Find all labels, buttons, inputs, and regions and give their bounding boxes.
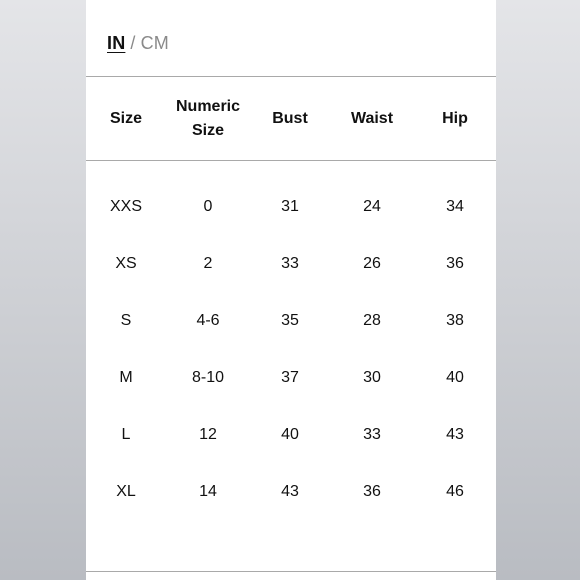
- cell-bust: 43: [281, 482, 299, 500]
- table-header: [86, 77, 496, 160]
- unit-cm-option[interactable]: CM: [140, 33, 170, 53]
- table-row: [86, 406, 496, 463]
- cell-hip: 40: [446, 368, 464, 386]
- header-numeric-size: [166, 77, 250, 160]
- cell-hip: 36: [446, 254, 464, 272]
- table-row: [86, 463, 496, 520]
- cell-size: XXS: [109, 197, 142, 215]
- cell-hip: 46: [446, 482, 464, 500]
- size-chart-table: [86, 77, 496, 520]
- header-bust: Bust: [272, 109, 308, 127]
- cell-size: M: [119, 368, 133, 386]
- cell-bust: 37: [281, 368, 299, 386]
- size-chart-panel: [86, 0, 496, 580]
- table-row: [86, 349, 496, 406]
- cell-numeric-size: 4-6: [196, 311, 220, 329]
- cell-hip: 38: [446, 311, 464, 329]
- cell-numeric-size: 0: [203, 197, 213, 215]
- table-body: [86, 178, 496, 520]
- cell-bust: 35: [281, 311, 299, 329]
- unit-separator: /: [130, 33, 136, 53]
- header-size: Size: [109, 109, 142, 127]
- header-numeric-size-line1: Numeric: [175, 97, 241, 115]
- cell-size: XS: [115, 254, 137, 272]
- header-waist: Waist: [350, 109, 394, 127]
- cell-size: L: [121, 425, 131, 443]
- unit-in-option[interactable]: IN: [107, 33, 126, 53]
- table-bottom-divider: [86, 571, 496, 572]
- cell-bust: 31: [281, 197, 299, 215]
- header-spacer: [86, 160, 496, 178]
- table-row: [86, 235, 496, 292]
- cell-waist: 30: [363, 368, 381, 386]
- cell-waist: 28: [363, 311, 381, 329]
- cell-hip: 34: [446, 197, 464, 215]
- cell-numeric-size: 2: [203, 254, 213, 272]
- cell-waist: 33: [363, 425, 381, 443]
- cell-bust: 33: [281, 254, 299, 272]
- cell-numeric-size: 12: [199, 425, 217, 443]
- cell-hip: 43: [446, 425, 464, 443]
- table-row: [86, 292, 496, 349]
- cell-waist: 24: [363, 197, 381, 215]
- table-row: [86, 178, 496, 235]
- cell-numeric-size: 14: [199, 482, 217, 500]
- cell-size: S: [120, 311, 132, 329]
- cell-waist: 36: [363, 482, 381, 500]
- cell-waist: 26: [363, 254, 381, 272]
- cell-bust: 40: [281, 425, 299, 443]
- header-hip: Hip: [442, 109, 468, 127]
- header-numeric-size-line2: Size: [191, 121, 224, 139]
- cell-numeric-size: 8-10: [191, 368, 225, 386]
- unit-toggle: [107, 33, 169, 54]
- cell-size: XL: [116, 482, 136, 500]
- header-row: [86, 77, 496, 160]
